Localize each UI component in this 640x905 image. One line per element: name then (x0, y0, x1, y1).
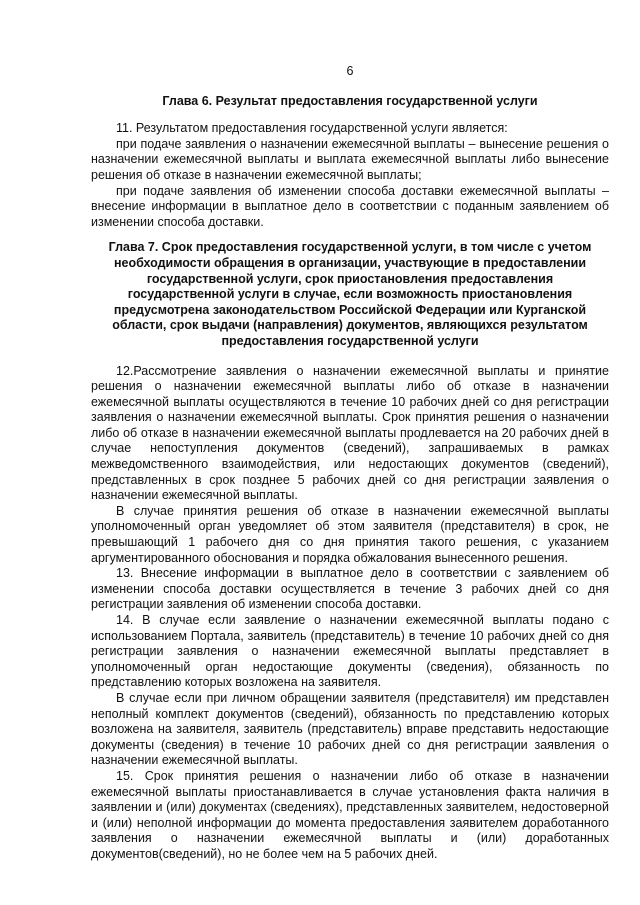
paragraph-15: 15. Срок принятия решения о назначении либо об отказе в назначении ежемесячной выплаты приостанавливается в случае установления факта наличия в заявлении и (или) документах (сведениях), представленных заявителем, недостоверной и (или) неполной информации до момента предоставления заявителем доработанного заявления о назначении ежемесячной выплаты и (или) доработанных документов(сведений), но не более чем на 5 рабочих дней. (91, 768, 609, 861)
paragraph-11: 11. Результатом предоставления государственной услуги является: (116, 121, 508, 136)
paragraph-12: 12.Рассмотрение заявления о назначении ежемесячной выплаты и принятие решения о назначении ежемесячной выплаты либо об отказе в назначении ежемесячной выплаты осуществляются в течение 10 рабочих дней со дня регистрации заявления о назначении ежемесячной выплаты. Срок принятия решения о назначении либо об отказе в назначении ежемесячной выплаты продлевается на 20 рабочих дней в случае непоступления документов (сведений), запрашиваемых в рамках межведомственного взаимодействия, или недостающих документов (сведений), представленных в срок позднее 5 рабочих дней со дня регистрации заявления о назначении ежемесячной выплаты. (91, 363, 609, 503)
paragraph-14: 14. В случае если заявление о назначении ежемесячной выплаты подано с использованием Портала, заявитель (представитель) в течение 10 рабочих дней со дня регистрации заявления о назначении ежемесячной выплаты представляет в уполномоченный орган недостающие документы (сведения), обязанность по представлению которых возложена на заявителя. (91, 613, 609, 690)
page-number: 6 (346, 64, 354, 78)
chapter-6-title: Глава 6. Результат предоставления государственной услуги (162, 93, 538, 108)
paragraph-14-personal: В случае если при личном обращении заявителя (представителя) им представлен неполный комплект документов (сведений), обязанность по представлению которых возложена на заявителя, заявитель (представитель) вправе представить недостающие документы (сведения) в течение 10 рабочих дней со дня регистрации заявления о назначении ежемесячной выплаты. (91, 690, 609, 768)
paragraph-13: 13. Внесение информации в выплатное дело в соответствии с заявлением об изменении способа доставки осуществляется в течение 3 рабочих дней со дня регистрации заявления об изменении способа доставки. (91, 566, 609, 612)
paragraph-11-item-2: при подаче заявления об изменении способа доставки ежемесячной выплаты – внесение информации в выплатное дело в соответствии с поданным заявлением об изменении способа доставки. (91, 183, 609, 229)
paragraph-11-item-1: при подаче заявления о назначении ежемесячной выплаты – вынесение решения о назначении ежемесячной выплаты и выплата ежемесячной выплаты либо вынесение решения об отказе в назначении ежемесячной выплаты; (91, 136, 609, 182)
paragraph-12-refusal: В случае принятия решения об отказе в назначении ежемесячной выплаты уполномоченный орган уведомляет об этом заявителя (представителя) в срок, не превышающий 1 рабочего дня со дня принятия такого решения, с указанием аргументированного обоснования и порядка обжалования вынесенного решения. (91, 503, 609, 565)
chapter-7-title: Глава 7. Срок предоставления государственной услуги, в том числе с учетом необходимости обращения в организации, участвующие в предоставлении государственной услуги, срок приостановления предоставления государственной услуги в случае, если возможность приостановления предусмотрена законодательством Российской Федерации или Курганской области, срок выдачи (направления) документов, являющихся результатом предоставления государственной услуги (108, 240, 592, 348)
